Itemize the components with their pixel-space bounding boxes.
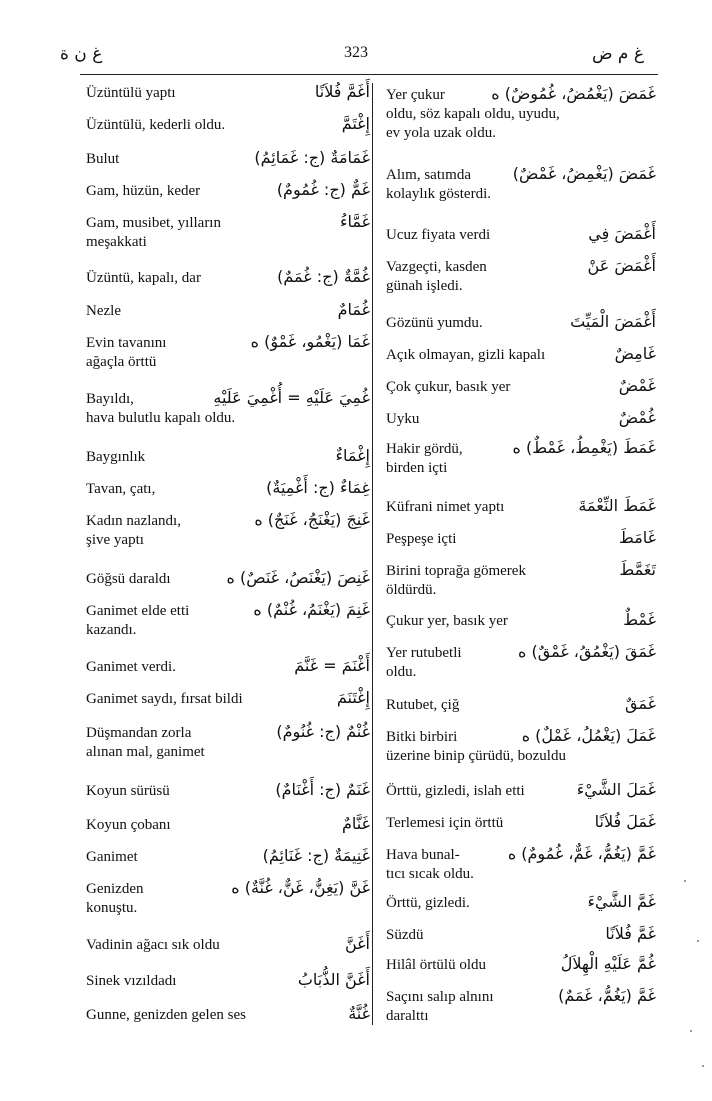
arabic-headword: إِغْتَنَمَ [336,688,370,707]
arabic-headword: أَغَمَّ فُلاَنًا [314,82,370,101]
dictionary-entry [86,512,370,550]
turkish-definition: Saçını salıp alnını [386,989,494,1005]
arabic-headword: غَمَلَ (يَغْمُلُ، غَمْلٌ) ه [521,726,656,745]
dictionary-entry [86,116,370,135]
dictionary-entry [386,226,656,245]
turkish-definition: Açık olmayan, gizli kapalı [386,347,546,363]
dictionary-entry [86,848,370,867]
dictionary-entry [386,846,656,884]
dictionary-entry [86,214,370,252]
dictionary-entry [386,346,656,365]
definition-continuation: daralttı [386,1008,429,1024]
dictionary-entry [86,334,370,372]
dictionary-entry [86,570,370,589]
arabic-headword: غَنَمٌ (ج: أَغْنَامٌ) [275,780,370,799]
arabic-headword: غَامَطَ [619,528,656,547]
arabic-headword: غُمَامٌ [337,300,370,319]
definition-continuation: üzerine binip çürüdü, bozuldu [386,748,566,764]
dictionary-entry [86,816,370,835]
turkish-definition: Küfrani nimet yaptı [386,499,505,515]
arabic-headword: تَغَمَّطَ [619,560,656,579]
scan-speck [690,1030,692,1032]
arabic-headword: غَمْطٌ [623,610,656,629]
dictionary-entry [386,926,656,945]
dictionary-entry [386,782,656,801]
arabic-headword: غَمَّ (يَغُمُّ، غَمٌّ، غُمُومٌ) ه [507,844,656,863]
header-left-letters: غ ن ة [60,44,103,64]
header-rule [80,74,658,75]
dictionary-entry [86,690,370,709]
page-number: 323 [344,44,368,61]
turkish-definition: Baygınlık [86,449,146,465]
turkish-definition: Ganimet elde etti [86,603,190,619]
arabic-headword: غَنِجَ (يَغْنَجُ، غَنَجٌ) ه [254,510,370,529]
definition-continuation: alınan mal, ganimet [86,744,205,760]
turkish-definition: Nezle [86,303,121,319]
turkish-definition: Ganimet verdi. [86,659,176,675]
arabic-headword: غَمَّ فُلاَنًا [605,924,656,943]
arabic-headword: أَغْمَضَ فِي [588,224,656,243]
arabic-headword: غُمَّةٌ (ج: غُمَمٌ) [277,267,370,286]
dictionary-entry [386,894,656,913]
definition-continuation: hava bulutlu kapalı oldu. [86,410,236,426]
turkish-definition: Çukur yer, basık yer [386,613,508,629]
turkish-definition: Hava bunal- [386,847,460,863]
dictionary-entry [86,658,370,677]
turkish-definition: Alım, satımda [386,167,471,183]
turkish-definition: Gam, hüzün, keder [86,183,201,199]
turkish-definition: Uyku [386,411,420,427]
dictionary-entry [386,378,656,397]
turkish-definition: Süzdü [386,927,424,943]
turkish-definition: Üzüntülü, kederli oldu. [86,117,226,133]
arabic-headword: أَغْنَمَ = غَنَّمَ [294,656,370,675]
definition-continuation: öldürdü. [386,582,437,598]
turkish-definition: Sinek vızıldadı [86,973,177,989]
turkish-definition: Evin tavanını [86,335,167,351]
dictionary-entry [86,972,370,991]
dictionary-entry [86,269,370,288]
turkish-definition: Koyun sürüsü [86,783,170,799]
arabic-headword: إِغْمَاءٌ [335,446,370,465]
dictionary-entry [386,814,656,833]
definition-continuation: ev yola uzak oldu. [386,125,496,141]
dictionary-entry [386,86,656,143]
scan-speck [684,880,686,882]
turkish-definition: Düşmandan zorla [86,725,192,741]
turkish-definition: Vadinin ağacı sık oldu [86,937,220,953]
turkish-definition: Birini toprağa gömerek [386,563,526,579]
arabic-headword: غُنَّةٌ [348,1004,370,1023]
arabic-headword: أَغَنَّ [345,934,370,953]
definition-continuation: kolaylık gösterdi. [386,186,491,202]
dictionary-entry [86,880,370,918]
arabic-headword: أَغَنَّ الذُّبَابُ [297,970,370,989]
arabic-headword: غَنَّامٌ [342,814,370,833]
arabic-headword: غَمَّ الشَّيْءَ [587,892,656,911]
dictionary-entry [386,410,656,429]
definition-continuation: günah işledi. [386,278,463,294]
header-right-letters: غ م ض [591,44,644,64]
definition-continuation: oldu, söz kapalı oldu, uyudu, [386,106,560,122]
arabic-headword: غَنِيمَةٌ (ج: غَنَائِمُ) [262,846,370,865]
arabic-headword: غَمَلَ فُلاَنًا [594,812,656,831]
arabic-headword: غَمْضٌ [618,376,656,395]
column-divider [372,83,373,1025]
dictionary-entry [386,562,656,600]
page-header [0,40,712,74]
definition-continuation: şive yaptı [86,532,144,548]
dictionary-entry [86,182,370,201]
dictionary-entry [386,258,656,296]
turkish-definition: Terlemesi için örttü [386,815,504,831]
turkish-definition: Vazgeçti, kasden [386,259,487,275]
turkish-definition: Örttü, gizledi, islah etti [386,783,525,799]
arabic-headword: غَامِضٌ [614,344,656,363]
definition-continuation: tıcı sıcak oldu. [386,866,474,882]
arabic-headword: غُمْضٌ [618,408,656,427]
arabic-headword: غِمَاءٌ (ج: أَغْمِيَةٌ) [266,478,370,497]
turkish-definition: Gunne, genizden gelen ses [86,1007,246,1023]
turkish-definition: Ganimet saydı, fırsat bildi [86,691,243,707]
turkish-definition: Hakir gördü, [386,441,463,457]
dictionary-entry [386,166,656,204]
turkish-definition: Üzüntü, kapalı, dar [86,270,201,286]
arabic-headword: إِغْتَمَّ [341,114,370,133]
arabic-headword: غُنْمٌ (ج: غُنُومٌ) [276,722,370,741]
turkish-definition: Rutubet, çiğ [386,697,460,713]
dictionary-entry [386,612,656,631]
dictionary-entry [86,724,370,762]
turkish-definition: Peşpeşe içti [386,531,457,547]
turkish-definition: Koyun çobanı [86,817,171,833]
dictionary-entry [386,644,656,682]
turkish-definition: Örttü, gizledi. [386,895,470,911]
definition-continuation: konuştu. [86,900,138,916]
arabic-headword: غَمَطَ (يَغْمِطُ، غَمْطٌ) ه [512,438,656,457]
dictionary-entry [86,84,370,103]
arabic-headword: غَمَضَ (يَغْمِضُ، غَمْضٌ) [512,164,656,183]
scan-speck [702,1065,704,1067]
dictionary-entry [86,602,370,640]
arabic-headword: غَمَلَ الشَّيْءَ [576,780,656,799]
turkish-definition: Bayıldı, [86,391,134,407]
turkish-definition: Gözünü yumdu. [386,315,483,331]
arabic-headword: غَمَقَ (يَغْمُقُ، غَمْقٌ) ه [518,642,656,661]
definition-continuation: meşakkati [86,234,147,250]
scan-speck [697,940,699,942]
definition-continuation: oldu. [386,664,417,680]
arabic-headword: غَنِصَ (يَغْنَصُ، غَنَصٌ) ه [226,568,370,587]
dictionary-entry [386,696,656,715]
dictionary-entry [86,302,370,321]
arabic-headword: غُمَّ عَلَيْهِ الْهِلاَلُ [560,954,656,973]
arabic-headword: غَمَقٌ [625,694,656,713]
dictionary-entry [386,440,656,478]
arabic-headword: غَمٌّ (ج: غُمُومٌ) [276,180,370,199]
arabic-headword: غَمَّ (يَغُمُّ، غَمَمٌ) [558,986,656,1005]
dictionary-entry [386,530,656,549]
arabic-headword: غَمَضَ (يَغْمُضُ، غُمُوضٌ) ه [491,84,656,103]
arabic-headword: غَنَّ (يَغِنُّ، غَنٌّ، غُنَّةٌ) ه [231,878,370,897]
arabic-headword: أَغْمَضَ الْمَيِّتَ [570,312,656,331]
turkish-definition: Gam, musibet, yılların [86,215,221,231]
dictionary-entry [386,728,656,766]
dictionary-entry [86,480,370,499]
dictionary-entry [386,314,656,333]
turkish-definition: Genizden [86,881,144,897]
arabic-headword: غَمَا (يَغْمُو، غَمْوٌ) ه [250,332,370,351]
turkish-definition: Ganimet [86,849,138,865]
turkish-definition: Göğsü daraldı [86,571,171,587]
definition-continuation: birden içti [386,460,448,476]
dictionary-entry [386,956,656,975]
turkish-definition: Yer çukur [386,87,445,103]
arabic-headword: غَنِمَ (يَغْنَمُ، غُنْمٌ) ه [253,600,370,619]
arabic-headword: غَمَطَ النِّعْمَةَ [578,496,656,515]
dictionary-entry [86,782,370,801]
turkish-definition: Tavan, çatı, [86,481,156,497]
dictionary-entry [86,936,370,955]
turkish-definition: Çok çukur, basık yer [386,379,511,395]
dictionary-entry [86,448,370,467]
definition-continuation: kazandı. [86,622,137,638]
turkish-definition: Yer rutubetli [386,645,462,661]
arabic-headword: أَغْمَضَ عَنْ [587,256,656,275]
dictionary-entry [86,150,370,169]
dictionary-entry [386,988,656,1026]
dictionary-entry [86,1006,370,1025]
turkish-definition: Üzüntülü yaptı [86,85,176,101]
arabic-headword: غُمِيَ عَلَيْهِ = أُغْمِيَ عَلَيْهِ [213,388,370,407]
arabic-headword: غَمَّاءُ [339,212,370,231]
turkish-definition: Hilâl örtülü oldu [386,957,486,973]
dictionary-entry [386,498,656,517]
dictionary-entry [86,390,370,428]
arabic-headword: غَمَامَةٌ (ج: غَمَائِمُ) [254,148,370,167]
definition-continuation: ağaçla örttü [86,354,157,370]
turkish-definition: Bulut [86,151,120,167]
turkish-definition: Bitki birbiri [386,729,458,745]
turkish-definition: Ucuz fiyata verdi [386,227,491,243]
turkish-definition: Kadın nazlandı, [86,513,181,529]
